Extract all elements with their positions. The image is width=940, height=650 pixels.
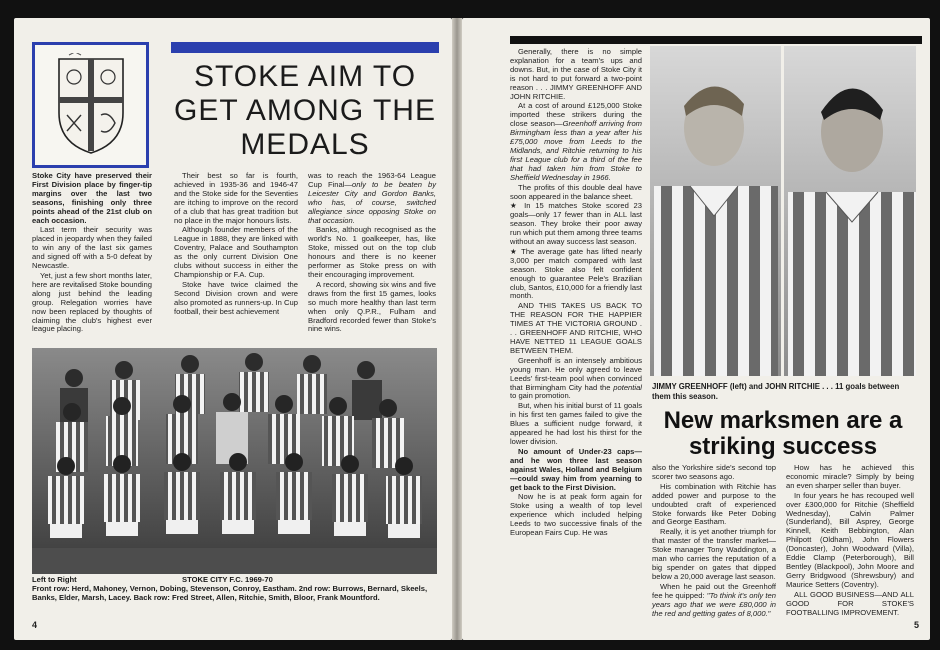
spine-gutter <box>452 18 462 640</box>
right-column-1 <box>510 48 642 539</box>
paragraph: His combination with Ritchie has added power and purpose to the undoubted craft of experienced Stoke forwards like Peter Dobing and George Eastham. <box>652 481 776 527</box>
team-photo-image <box>32 348 437 574</box>
star-point: ★ In 15 matches Stoke scored 23 goals—only 17 fewer than in ALL last season. They broke their poor away run which put them among three teams without an away success last season. <box>510 201 642 247</box>
headline-accent-bar <box>171 42 439 53</box>
paragraph: In four years he has recouped well over £300,000 for Ritchie (Sheffield Wednesday), Calvin Palmer (Sunderland), Bill Asprey, George Kinnell, Keith Bebbington, Alan Philpott (Oldham), John Flowers (Doncaster), John Woodward (Villa), Eddie Clamp (Peterborough), Bill Bentley (Blackpool), John Moore and Gerry Bridgwood (Shrewsbury) and Maurice Setters (Coventry). <box>786 490 914 589</box>
players-photo-caption: JIMMY GREENHOFF (left) and JOHN RITCHIE . . . 11 goals between them this season. <box>652 382 900 401</box>
paragraph: Now he is at peak form again for Stoke using a wealth of top level experience which included helping Leeds to two successive finals of the European Fairs Cup. He was <box>510 492 642 538</box>
paragraph-italic: Greenhoff arriving from Birmingham less than a year after his £75,000 move from Leeds to the Midlands, and Ritchie returning to his first League club for a third of the fee that had taken him from Stoke to Sheffield Wednesday in 1966. <box>510 119 643 182</box>
right-page <box>462 18 930 640</box>
right-column-2 <box>652 464 776 619</box>
paragraph: But, when his initial burst of 11 goals in his first ten games failed to give the Blues a sufficient nudge forward, it appeared he had lost his thirst for the lower division. <box>510 401 642 446</box>
top-rule-bar <box>510 36 922 44</box>
team-photo <box>32 348 437 574</box>
paragraph: Stoke have twice claimed the Second Division crown and were also promoted as runners-up. In Cup football, their best achievement <box>174 279 298 316</box>
paragraph: Last term their security was placed in jeopardy when they failed to win any of the last six games and signed off with a 5-0 defeat by Newcastle. <box>32 225 152 271</box>
page-number: 4 <box>32 620 38 630</box>
caption-direction: Left to Right <box>32 575 77 584</box>
club-crest-icon <box>55 53 127 155</box>
star-point: ★ The average gate has lifted nearly 3,000 per match compared with last season. Stoke also felt confident enough to guarantee Pele's Brazilian club, Santos, £10,000 for a friendly last month. <box>510 246 642 301</box>
paragraph-bold: No amount of Under-23 caps—and he won three last season against Wales, Holland and Belgium—could sway him from yearning to get back to the First Division. <box>510 446 642 492</box>
paragraph: Yet, just a few short months later, here are revitalised Stoke bounding along just behind the leading group. Relegation worries have now been replaced by thoughts of claiming the club's highest ever league placing. <box>32 270 152 334</box>
paragraph: A record, showing six wins and five draws from the first 15 games, looks so much more healthy than last term when only Q.P.R., Fulham and Bradford recorded fewer than Stoke's nine wins. <box>308 279 436 334</box>
right-column-3 <box>786 464 914 618</box>
paragraph: At a cost of around £125,000 Stoke imported these strikers during the close season— <box>510 101 642 129</box>
paragraph: The profits of this double deal have soon appeared in the balance sheet. <box>510 182 642 201</box>
photo-divider <box>781 46 784 376</box>
club-crest-box <box>32 42 149 168</box>
paragraph-italic: only to be beaten by Leicester City and Gordon Banks, who has, of course, switched allegiance since opposing Stoke on that occasion. <box>308 179 436 225</box>
paragraph: was to reach the 1963-64 League Cup Final— <box>308 171 436 189</box>
paragraph-caps: AND THIS TAKES US BACK TO THE REASON FOR THE HAPPIER TIMES AT THE VICTORIA GROUND . . . GREENHOFF AND RITCHIE, WHO HAVE NETTED 11 LEAGUE GOALS BETWEEN THEM. <box>510 301 642 355</box>
caption-player-rows: Front row: Herd, Mahoney, Vernon, Dobing, Stevenson, Conroy, Eastham. 2nd row: Burrows, Bernard, Skeels, Banks, Elder, Marsh, Lacey. Back row: Fred Street, Allen, Ritchie, Smith, Bloor, Frank Mountford. <box>32 583 428 602</box>
paragraph: Generally, there is no simple explanation for a team's ups and downs. But, in the case of Stoke City it is not hard to put forward a two-point reason . . . JIMMY GREENHOFF AND JOHN RITCHIE. <box>510 47 642 101</box>
paragraph: Their best so far is fourth, achieved in 1935-36 and 1946-47 and the Stoke side for the Seventies are itching to improve on the record of a club that has great tradition but no place in the major honours lists. <box>174 171 298 225</box>
paragraph: Although founder members of the League in 1888, they are linked with Coventry, Palace and Southampton as the only current Division One clubs without success in either the Championship or F.A. Cup. <box>174 225 298 279</box>
paragraph-italic: potential <box>613 382 642 392</box>
caption-team: STOKE CITY F.C. 1969-70 <box>182 575 273 584</box>
paragraph-caps: ALL GOOD BUSINESS—AND ALL GOOD FOR STOKE'S FOOTBALLING IMPROVEMENT. <box>786 589 914 617</box>
paragraph: When he paid out the Greenhoff fee he quipped: <box>652 581 776 600</box>
paragraph: Banks, although recognised as the world's No. 1 goalkeeper, has, like Stoke, missed out on the top club honours and there is no keener performer as Stoke press on with their encouraging improvement. <box>308 225 436 279</box>
players-photo <box>650 46 916 376</box>
left-column-3 <box>308 172 436 335</box>
paragraph: How has he achieved this economic miracle? Simply by being an even sharper seller than buyer. <box>786 463 914 490</box>
paragraph: Really, it is yet another triumph for that master of the transfer market—Stoke manager Tony Waddington, a man who carries the reputation of a big spender on gates that dipped below a 20,000 average last season. <box>652 527 776 581</box>
paragraph: also the Yorkshire side's second top scorer two seasons ago. <box>652 463 776 481</box>
quote-italic: "To think it's only ten years ago that we were £80,000 in the red and getting gates of 8,000." <box>652 590 776 618</box>
paragraph: to gain promotion. <box>510 391 571 401</box>
left-column-1 <box>32 172 152 335</box>
left-page <box>14 18 452 640</box>
left-column-2 <box>174 172 298 318</box>
paragraph: Greenhoff is an intensely ambitious young man. He only agreed to leave Leeds' first-team pool when convinced that Birmingham City had the <box>510 355 642 392</box>
team-photo-caption <box>32 576 437 602</box>
lead-paragraph: Stoke City have preserved their First Division place by finger-tip margins over the last two seasons, finishing only three points ahead of the 21st club on each occasion. <box>32 171 152 225</box>
page-number: 5 <box>914 620 920 630</box>
secondary-headline: New marksmen are a striking success <box>663 407 903 460</box>
article-headline: STOKE AIM TO GET AMONG THE MEDALS <box>174 60 436 161</box>
